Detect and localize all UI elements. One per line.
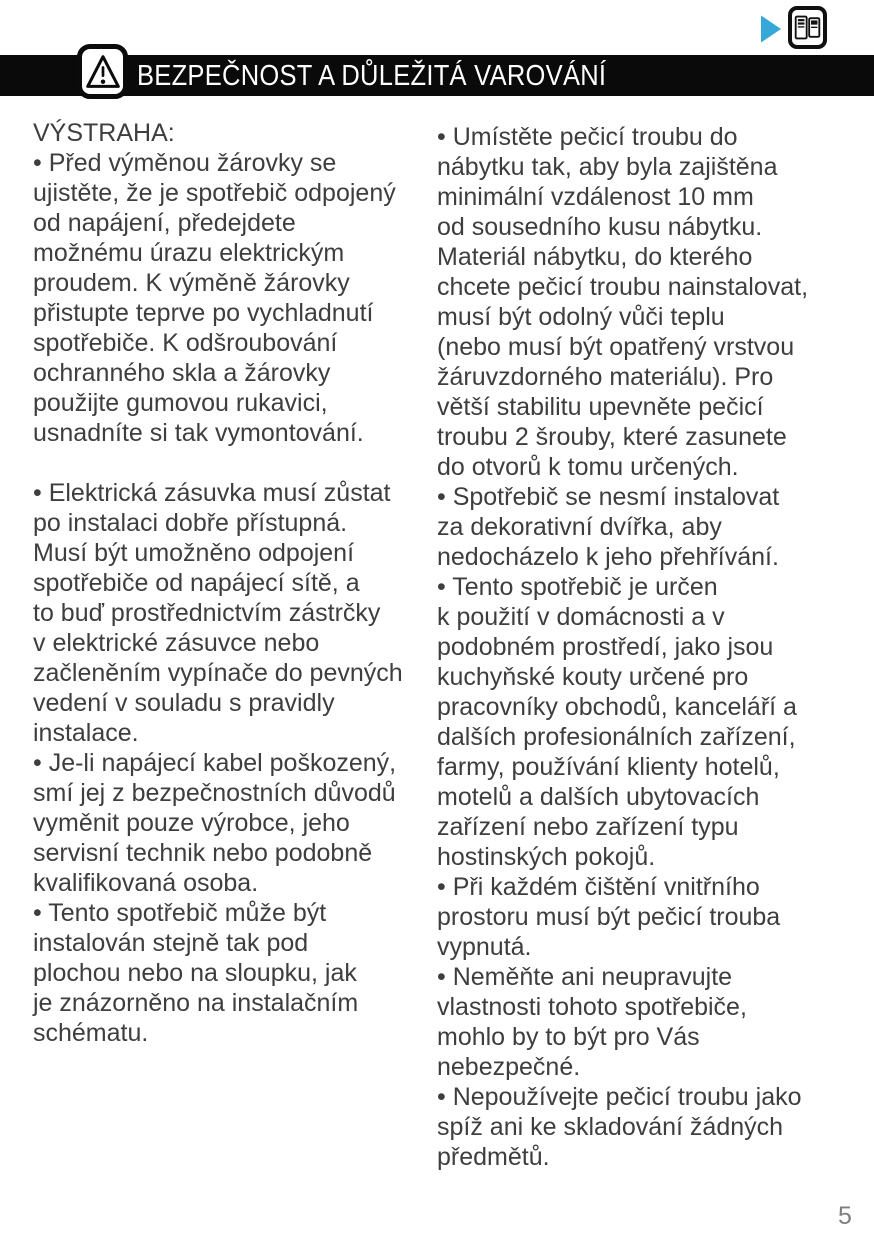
text-line: • Je-li napájecí kabel poškozený,: [33, 749, 397, 777]
text-line: ujistěte, že je spotřebič odpojený: [33, 179, 396, 207]
text-line: • Při každém čištění vnitřního: [437, 873, 760, 901]
paragraph: [33, 478, 435, 1048]
text-line: je znázorněno na instalačním: [33, 989, 359, 1017]
text-line: (nebo musí být opatřený vrstvou: [437, 333, 795, 361]
text-line: Musí být umožněno odpojení: [33, 539, 355, 567]
text-line: servisní technik nebo podobně: [33, 839, 373, 867]
text-line: plochou nebo na sloupku, jak: [33, 959, 357, 987]
text-line: • Tento spotřebič je určen: [437, 573, 718, 601]
text-line: troubu 2 šrouby, které zasunete: [437, 423, 787, 451]
text-line: po instalaci dobře přístupná.: [33, 509, 348, 537]
section-header-bar: [0, 55, 874, 96]
text-line: začleněním vypínače do pevných: [33, 659, 403, 687]
text-line: nábytku tak, aby byla zajištěna: [437, 153, 778, 181]
text-line: dalších profesionálních zařízení,: [437, 723, 796, 751]
text-line: za dekorativní dvířka, aby: [437, 513, 722, 541]
text-line: minimální vzdálenost 10 mm: [437, 183, 754, 211]
text-line: spíž ani ke skladování žádných: [437, 1113, 784, 1141]
text-line: instalace.: [33, 719, 139, 747]
text-line: VÝSTRAHA:: [33, 119, 175, 147]
text-line: předmětů.: [437, 1143, 550, 1171]
text-line: spotřebiče od napájecí sítě, a: [33, 569, 360, 597]
text-line: Materiál nábytku, do kterého: [437, 243, 753, 271]
play-arrow-icon: [760, 15, 782, 43]
text-line: • Elektrická zásuvka musí zůstat: [33, 479, 391, 507]
text-line: farmy, používání klienty hotelů,: [437, 753, 780, 781]
manual-pages-icon: [788, 6, 827, 49]
text-line: • Spotřebič se nesmí instalovat: [437, 483, 780, 511]
text-line: to buď prostřednictvím zástrčky: [33, 599, 381, 627]
text-line: zařízení nebo zařízení typu: [437, 813, 739, 841]
text-line: pracovníky obchodů, kanceláří a: [437, 693, 797, 721]
text-line: chcete pečicí troubu nainstalovat,: [437, 273, 809, 301]
text-line: • Před výměnou žárovky se: [33, 149, 337, 177]
text-line: vlastnosti tohoto spotřebiče,: [437, 993, 747, 1021]
text-line: smí jej z bezpečnostních důvodů: [33, 779, 396, 807]
left-text-column: [33, 118, 435, 1048]
text-line: žáruvzdorného materiálu). Pro: [437, 363, 774, 391]
paragraph: [437, 122, 874, 1172]
paragraph: [33, 118, 435, 448]
text-line: v elektrické zásuvce nebo: [33, 629, 320, 657]
text-line: použijte gumovou rukavici,: [33, 389, 328, 417]
text-line: • Nepoužívejte pečicí troubu jako: [437, 1083, 802, 1111]
text-line: musí být odolný vůči teplu: [437, 303, 725, 331]
text-line: spotřebiče. K odšroubování: [33, 329, 338, 357]
text-line: • Umístěte pečicí troubu do: [437, 123, 738, 151]
page-corner-nav: [754, 0, 874, 55]
text-line: schématu.: [33, 1019, 149, 1047]
right-text-column: [437, 122, 874, 1172]
warning-triangle-icon: [77, 44, 128, 99]
text-line: od napájení, předejdete: [33, 209, 296, 237]
text-line: prostoru musí být pečicí trouba: [437, 903, 781, 931]
text-line: nebezpečné.: [437, 1053, 581, 1081]
text-line: • Tento spotřebič může být: [33, 899, 327, 927]
text-line: nedocházelo k jeho přehřívání.: [437, 543, 779, 571]
text-line: podobném prostředí, jako jsou: [437, 633, 774, 661]
text-line: usnadníte si tak vymontování.: [33, 419, 364, 447]
text-line: motelů a dalších ubytovacích: [437, 783, 760, 811]
text-line: větší stabilitu upevněte pečicí: [437, 393, 764, 421]
text-line: k použití v domácnosti a v: [437, 603, 725, 631]
section-title: BEZPEČNOST A DŮLEŽITÁ VAROVÁNÍ: [137, 60, 607, 92]
text-line: • Neměňte ani neupravujte: [437, 963, 733, 991]
text-line: kuchyňské kouty určené pro: [437, 663, 749, 691]
text-line: vedení v souladu s pravidly: [33, 689, 335, 717]
text-line: mohlo by to být pro Vás: [437, 1023, 700, 1051]
text-line: možnému úrazu elektrickým: [33, 239, 345, 267]
text-line: vyměnit pouze výrobce, jeho: [33, 809, 350, 837]
text-line: instalován stejně tak pod: [33, 929, 309, 957]
page-number: 5: [838, 1202, 852, 1230]
text-line: vypnutá.: [437, 933, 532, 961]
text-line: do otvorů k tomu určených.: [437, 453, 739, 481]
text-line: kvalifikovaná osoba.: [33, 869, 259, 897]
text-line: přistupte teprve po vychladnutí: [33, 299, 374, 327]
text-line: hostinských pokojů.: [437, 843, 656, 871]
text-line: ochranného skla a žárovky: [33, 359, 331, 387]
text-line: proudem. K výměně žárovky: [33, 269, 350, 297]
text-line: od sousedního kusu nábytku.: [437, 213, 763, 241]
